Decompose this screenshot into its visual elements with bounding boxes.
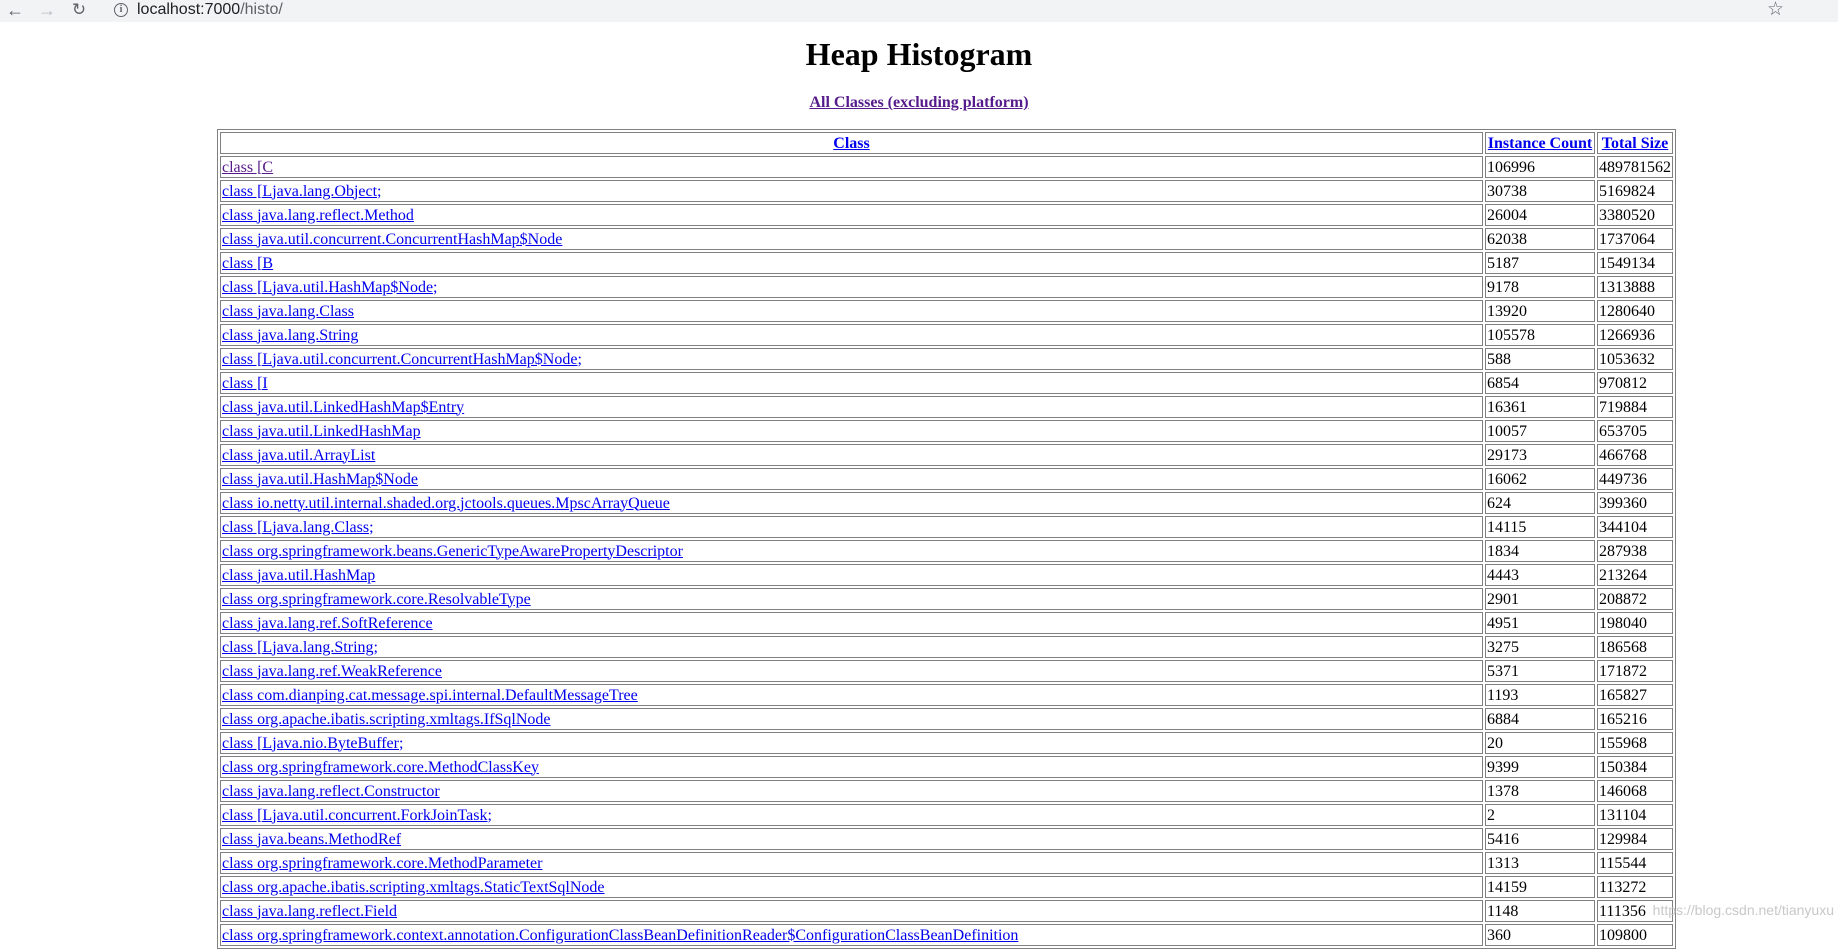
total-size-cell: 146068	[1597, 780, 1673, 802]
table-row	[220, 276, 1673, 298]
class-cell	[220, 396, 1483, 418]
class-cell	[220, 660, 1483, 682]
class-link[interactable]: class org.springframework.beans.GenericTypeAwarePropertyDescriptor	[222, 542, 683, 560]
total-size-cell: 1266936	[1597, 324, 1673, 346]
class-cell	[220, 420, 1483, 442]
class-cell	[220, 900, 1483, 922]
table-row	[220, 732, 1673, 754]
class-cell	[220, 516, 1483, 538]
instance-count-cell: 10057	[1485, 420, 1595, 442]
total-size-cell: 129984	[1597, 828, 1673, 850]
instance-count-cell: 5416	[1485, 828, 1595, 850]
class-link[interactable]: class java.util.HashMap$Node	[222, 470, 418, 488]
instance-count-cell: 16062	[1485, 468, 1595, 490]
table-row	[220, 612, 1673, 634]
class-cell	[220, 756, 1483, 778]
table-row	[220, 180, 1673, 202]
total-size-cell: 719884	[1597, 396, 1673, 418]
class-cell	[220, 180, 1483, 202]
class-cell	[220, 444, 1483, 466]
class-cell	[220, 468, 1483, 490]
instance-count-cell: 4443	[1485, 564, 1595, 586]
class-link[interactable]: class io.netty.util.internal.shaded.org.jctools.queues.MpscArrayQueue	[222, 494, 670, 512]
table-row	[220, 252, 1673, 274]
table-row	[220, 852, 1673, 874]
instance-count-cell: 624	[1485, 492, 1595, 514]
class-cell	[220, 300, 1483, 322]
class-link[interactable]: class com.dianping.cat.message.spi.internal.DefaultMessageTree	[222, 686, 638, 704]
table-row	[220, 828, 1673, 850]
instance-count-cell: 1834	[1485, 540, 1595, 562]
total-size-cell: 3380520	[1597, 204, 1673, 226]
instance-count-cell: 2901	[1485, 588, 1595, 610]
total-size-cell: 165827	[1597, 684, 1673, 706]
total-size-cell: 208872	[1597, 588, 1673, 610]
forward-arrow-icon[interactable]: →	[38, 0, 56, 20]
instance-count-cell: 14159	[1485, 876, 1595, 898]
class-cell	[220, 708, 1483, 730]
class-column-header	[220, 132, 1483, 154]
instance-count-cell: 360	[1485, 924, 1595, 946]
class-cell	[220, 228, 1483, 250]
table-row	[220, 660, 1673, 682]
class-link[interactable]: class [Ljava.util.concurrent.ForkJoinTask;	[222, 806, 492, 824]
table-row	[220, 324, 1673, 346]
class-cell	[220, 204, 1483, 226]
class-link[interactable]: class java.beans.MethodRef	[222, 830, 402, 848]
instance-count-cell: 9399	[1485, 756, 1595, 778]
class-link[interactable]: class java.util.LinkedHashMap$Entry	[222, 398, 465, 416]
total-size-cell: 1313888	[1597, 276, 1673, 298]
class-link[interactable]: class org.springframework.core.MethodClassKey	[222, 758, 539, 776]
histogram-table	[217, 129, 1676, 949]
total-size-cell: 399360	[1597, 492, 1673, 514]
address-bar[interactable]	[104, 0, 1794, 22]
instance-count-cell: 6854	[1485, 372, 1595, 394]
total-size-cell: 466768	[1597, 444, 1673, 466]
total-size-cell: 344104	[1597, 516, 1673, 538]
sort-by-total-size-link[interactable]: Total Size	[1601, 134, 1669, 152]
instance-count-cell: 26004	[1485, 204, 1595, 226]
class-link[interactable]: class java.util.LinkedHashMap	[222, 422, 421, 440]
class-cell	[220, 780, 1483, 802]
total-size-cell: 449736	[1597, 468, 1673, 490]
instance-count-cell: 30738	[1485, 180, 1595, 202]
total-size-cell: 653705	[1597, 420, 1673, 442]
instance-count-cell: 9178	[1485, 276, 1595, 298]
table-row	[220, 372, 1673, 394]
class-link[interactable]: class java.util.concurrent.ConcurrentHashMap$Node	[222, 230, 563, 248]
table-row	[220, 468, 1673, 490]
class-cell	[220, 588, 1483, 610]
instance-count-cell: 5371	[1485, 660, 1595, 682]
instance-count-cell: 1313	[1485, 852, 1595, 874]
instance-count-cell: 1193	[1485, 684, 1595, 706]
table-row	[220, 396, 1673, 418]
class-cell	[220, 612, 1483, 634]
total-size-cell: 165216	[1597, 708, 1673, 730]
class-link[interactable]: class java.lang.reflect.Method	[222, 206, 414, 224]
instance-count-cell: 3275	[1485, 636, 1595, 658]
class-link[interactable]: class [Ljava.util.HashMap$Node;	[222, 278, 438, 296]
class-link[interactable]: class org.apache.ibatis.scripting.xmltags.IfSqlNode	[222, 710, 551, 728]
class-cell	[220, 348, 1483, 370]
instance-count-cell: 5187	[1485, 252, 1595, 274]
site-info-icon[interactable]: i	[114, 3, 128, 17]
table-row	[220, 516, 1673, 538]
class-link[interactable]: class [C	[222, 158, 274, 176]
instance-count-cell: 1378	[1485, 780, 1595, 802]
url-host: localhost:7000	[137, 1, 241, 18]
instance-count-cell: 105578	[1485, 324, 1595, 346]
table-row	[220, 636, 1673, 658]
class-cell	[220, 324, 1483, 346]
total-size-cell: 115544	[1597, 852, 1673, 874]
total-size-cell: 109800	[1597, 924, 1673, 946]
instance-count-cell: 1148	[1485, 900, 1595, 922]
all-classes-link[interactable]: All Classes (excluding platform)	[809, 94, 1029, 111]
class-cell	[220, 804, 1483, 826]
class-link[interactable]: class org.apache.ibatis.scripting.xmltags.StaticTextSqlNode	[222, 878, 605, 896]
class-link[interactable]: class [Ljava.lang.Class;	[222, 518, 374, 536]
instance-count-cell: 106996	[1485, 156, 1595, 178]
total-size-cell: 1549134	[1597, 252, 1673, 274]
class-cell	[220, 540, 1483, 562]
table-row	[220, 444, 1673, 466]
table-row	[220, 492, 1673, 514]
instance-count-column-header	[1485, 132, 1595, 154]
browser-toolbar	[0, 0, 1838, 22]
instance-count-cell: 6884	[1485, 708, 1595, 730]
class-link[interactable]: class org.springframework.core.ResolvableType	[222, 590, 531, 608]
total-size-cell: 155968	[1597, 732, 1673, 754]
histogram-table-body	[220, 156, 1673, 946]
class-link[interactable]: class [Ljava.util.concurrent.ConcurrentHashMap$Node;	[222, 350, 582, 368]
class-link[interactable]: class java.util.HashMap	[222, 566, 376, 584]
instance-count-cell: 16361	[1485, 396, 1595, 418]
table-row	[220, 300, 1673, 322]
instance-count-cell: 13920	[1485, 300, 1595, 322]
class-cell	[220, 372, 1483, 394]
class-cell	[220, 828, 1483, 850]
total-size-cell: 287938	[1597, 540, 1673, 562]
class-link[interactable]: class [Ljava.lang.String;	[222, 638, 378, 656]
total-size-cell: 186568	[1597, 636, 1673, 658]
sort-by-instance-count-link[interactable]: Instance Count	[1487, 134, 1593, 152]
class-cell	[220, 924, 1483, 946]
class-cell	[220, 156, 1483, 178]
class-cell	[220, 276, 1483, 298]
table-row	[220, 804, 1673, 826]
class-cell	[220, 852, 1483, 874]
total-size-cell: 111356	[1597, 900, 1673, 922]
class-link[interactable]: class org.springframework.context.annotation.ConfigurationClassBeanDefinitionReader$ConfigurationClassBeanDefinition	[222, 926, 1019, 944]
subheading	[0, 94, 1838, 112]
class-link[interactable]: class java.lang.reflect.Field	[222, 902, 398, 920]
total-size-cell: 1280640	[1597, 300, 1673, 322]
class-link[interactable]: class java.lang.String	[222, 326, 359, 344]
table-row	[220, 924, 1673, 946]
table-row	[220, 756, 1673, 778]
instance-count-cell: 2	[1485, 804, 1595, 826]
class-link[interactable]: class java.lang.ref.WeakReference	[222, 662, 442, 680]
total-size-cell: 5169824	[1597, 180, 1673, 202]
url-path: /histo/	[240, 1, 283, 18]
instance-count-cell: 29173	[1485, 444, 1595, 466]
back-arrow-icon[interactable]: ←	[6, 0, 24, 20]
table-header-row	[220, 132, 1673, 154]
class-link[interactable]: class [Ljava.nio.ByteBuffer;	[222, 734, 404, 752]
class-link[interactable]: class java.lang.reflect.Constructor	[222, 782, 440, 800]
class-cell	[220, 252, 1483, 274]
total-size-cell: 489781562	[1597, 156, 1673, 178]
total-size-cell: 131104	[1597, 804, 1673, 826]
class-cell	[220, 684, 1483, 706]
table-row	[220, 900, 1673, 922]
table-row	[220, 708, 1673, 730]
class-cell	[220, 492, 1483, 514]
total-size-cell: 1737064	[1597, 228, 1673, 250]
table-row	[220, 540, 1673, 562]
class-link[interactable]: class java.lang.Class	[222, 302, 354, 320]
table-row	[220, 156, 1673, 178]
table-row	[220, 564, 1673, 586]
total-size-cell: 198040	[1597, 612, 1673, 634]
table-row	[220, 588, 1673, 610]
class-link[interactable]: class java.util.ArrayList	[222, 446, 376, 464]
page-title: Heap Histogram	[805, 36, 1033, 72]
table-row	[220, 204, 1673, 226]
class-cell	[220, 732, 1483, 754]
table-row	[220, 348, 1673, 370]
total-size-cell: 113272	[1597, 876, 1673, 898]
instance-count-cell: 20	[1485, 732, 1595, 754]
table-row	[220, 684, 1673, 706]
total-size-cell: 213264	[1597, 564, 1673, 586]
instance-count-cell: 4951	[1485, 612, 1595, 634]
class-link[interactable]: class [Ljava.lang.Object;	[222, 182, 382, 200]
total-size-cell: 1053632	[1597, 348, 1673, 370]
url-text[interactable]	[137, 0, 283, 22]
total-size-cell: 150384	[1597, 756, 1673, 778]
class-cell	[220, 636, 1483, 658]
reload-icon[interactable]: ↻	[71, 0, 87, 19]
class-cell	[220, 564, 1483, 586]
class-link[interactable]: class org.springframework.core.MethodParameter	[222, 854, 543, 872]
bookmark-star-icon[interactable]: ☆	[1766, 0, 1784, 20]
total-size-cell: 171872	[1597, 660, 1673, 682]
instance-count-cell: 14115	[1485, 516, 1595, 538]
table-row	[220, 780, 1673, 802]
sort-by-class-link[interactable]: Class	[833, 134, 870, 152]
instance-count-cell: 62038	[1485, 228, 1595, 250]
watermark: https://blog.csdn.net/tianyuxu	[1652, 902, 1834, 918]
class-link[interactable]: class [B	[222, 254, 274, 272]
class-link[interactable]: class java.lang.ref.SoftReference	[222, 614, 433, 632]
total-size-cell: 970812	[1597, 372, 1673, 394]
total-size-column-header	[1597, 132, 1673, 154]
class-link[interactable]: class [I	[222, 374, 268, 392]
instance-count-cell: 588	[1485, 348, 1595, 370]
table-row	[220, 876, 1673, 898]
table-row	[220, 228, 1673, 250]
table-row	[220, 420, 1673, 442]
class-cell	[220, 876, 1483, 898]
